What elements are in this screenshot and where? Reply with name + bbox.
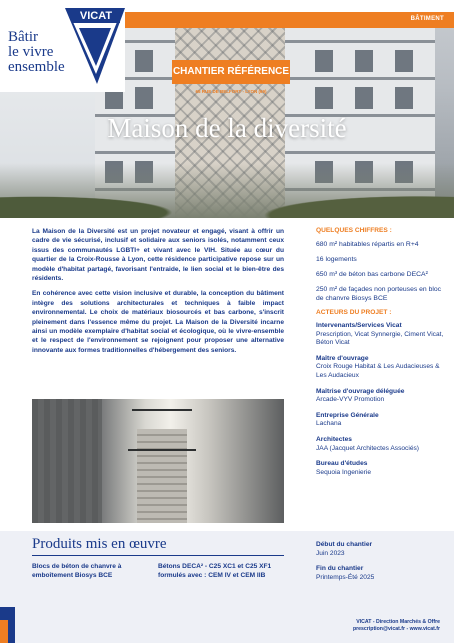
key-figure: 16 logements: [316, 256, 357, 263]
project-description: [32, 227, 284, 361]
category-band: [125, 12, 454, 28]
contact-line: prescription@vicat.fr - www.vicat.fr: [352, 626, 440, 632]
start-value: Juin 2023: [316, 550, 345, 557]
side-column: [316, 227, 446, 484]
reference-badge: CHANTIER RÉFÉRENCE: [172, 60, 290, 84]
key-figure: 250 m² de façades non porteuses en bloc de chanvre Biosys BCE: [316, 286, 442, 302]
page-title: Maison de la diversité: [107, 113, 347, 143]
schedule: [316, 540, 446, 588]
key-figure: 650 m³ de béton bas carbone DECA²: [316, 271, 428, 278]
actor-entry: Maître d'ouvrage Croix Rouge Habitat & Les Audacieuses & Les Audacieux: [316, 354, 440, 379]
actor-entry: Maîtrise d'ouvrage déléguée Arcade-VYV Promotion: [316, 387, 405, 404]
contact-line: VICAT - Direction Marchés & Offre: [356, 619, 440, 625]
header-photo: [0, 0, 454, 218]
paragraph: La Maison de la Diversité est un projet novateur et engagé, visant à offrir un cadre de vie sécurisé, inclusif et solidaire aux seniors isolés, notamment ceux issus des communautés LGBTI+ et vivant avec le VIH. Située au cœur du quartier de la Croix-Rousse à Lyon, cette résidence participative repose sur un modèle d'habitat partagé, favorisant l'entraide, le lien social et le bien-être des résidents.: [32, 228, 284, 283]
actor-entry: Bureau d'études Sequoia Ingenierie: [316, 460, 371, 476]
key-figures-heading: QUELQUES CHIFFRES :: [316, 227, 392, 234]
end-label: Fin du chantier: [316, 565, 364, 572]
contact-info: [353, 619, 440, 633]
paragraph: En cohérence avec cette vision inclusive et durable, la conception du bâtiment intègre des solutions architecturales et techniques à faible impact environnemental. Le choix de matériaux biosourcés et bas carbone, s'inscrit pleinement dans l'essence même du projet. La Maison de la Diversité incarne ainsi un modèle exemplaire d'habitat social et écologique, où le vivre-ensemble et le respect de l'environnement se rejoignent pour proposer une alternative innovante aux formes traditionnelles d'hébergement des seniors.: [32, 290, 284, 354]
corner-accent: [0, 620, 8, 643]
products-title: Produits mis en œuvre: [32, 536, 167, 552]
start-label: Début du chantier: [316, 541, 373, 548]
project-address: 65 RUE DE BELFORT - LYON (69): [195, 89, 267, 94]
divider: [32, 555, 284, 556]
key-figure: 680 m² habitables répartis en R+4: [316, 241, 419, 248]
interior-stair-photo: [32, 399, 284, 523]
logo-wordmark: VICAT: [72, 10, 120, 23]
trees: [0, 163, 454, 218]
actor-entry: Entreprise Générale Lachana: [316, 411, 379, 428]
product-item: Blocs de béton de chanvre à emboîtement Biosys BCE: [32, 563, 122, 579]
actors-heading: ACTEURS DU PROJET :: [316, 309, 392, 316]
category-label: BÂTIMENT: [410, 16, 444, 22]
end-value: Printemps-Été 2025: [316, 574, 375, 581]
product-item: Bétons DECA² - C25 XC1 et C25 XF1 formulés avec : CEM IV et CEM IIB: [158, 563, 272, 579]
tagline: Bâtir le vivre ensemble: [8, 29, 65, 75]
actor-entry: Architectes JAA (Jacquet Architectes Associés): [316, 435, 419, 452]
actor-entry: Intervenants/Services Vicat Prescription, Vicat Synnergie, Ciment Vicat, Béton Vicat: [316, 322, 444, 347]
